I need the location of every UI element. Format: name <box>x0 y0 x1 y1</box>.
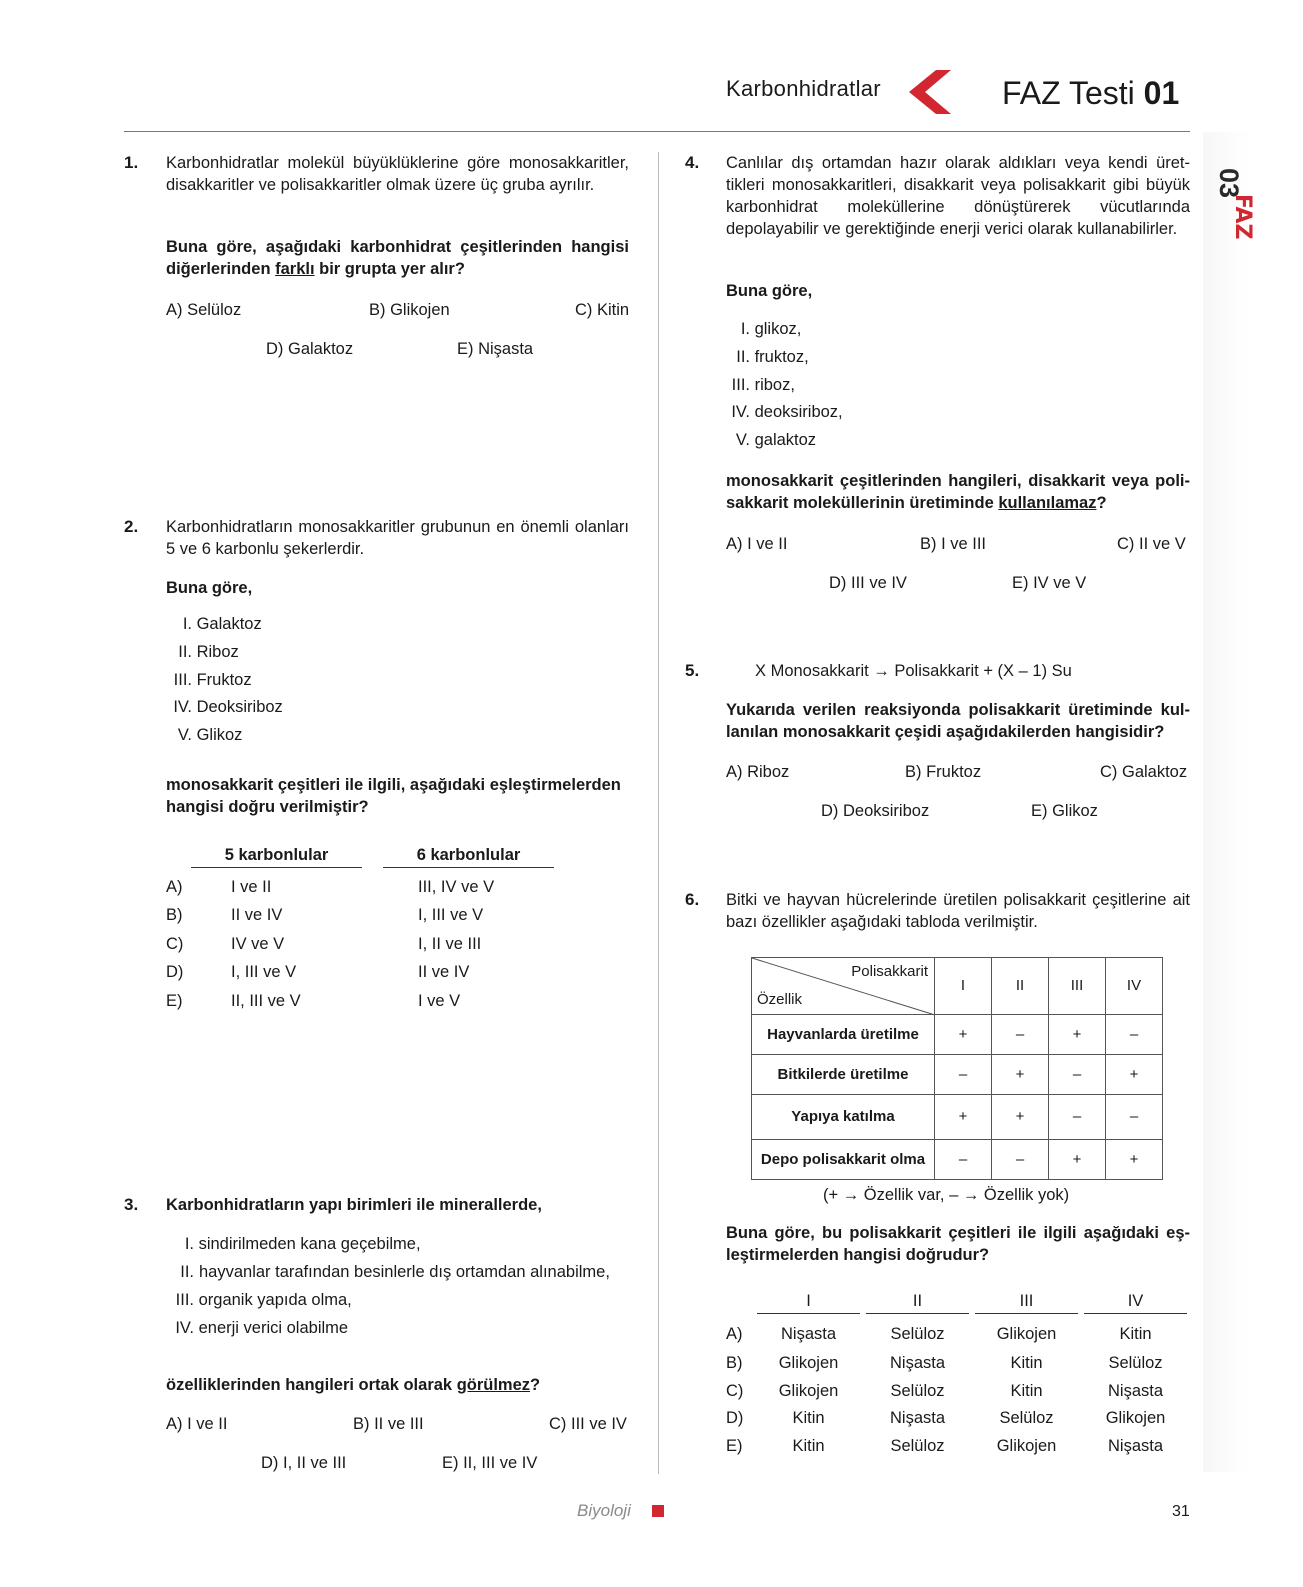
chapter-title: Karbonhidratlar <box>726 76 881 101</box>
header-divider <box>124 131 1190 132</box>
answer-option-c[interactable]: C) Galaktoz <box>1100 763 1188 781</box>
list-item: II. hayvanlar tarafından besinlerle dış ortamdan alınabilme, <box>180 1263 610 1281</box>
question-number: 6. <box>685 890 700 909</box>
list-item: III. organik yapıda olma, <box>175 1291 352 1309</box>
answer-option-b[interactable]: B) II ve III <box>353 1415 424 1433</box>
column-header: I <box>757 1290 860 1314</box>
question-lead: Buna göre, <box>726 282 813 300</box>
question-number: 2. <box>124 517 139 536</box>
list-item: V. Glikoz <box>177 726 243 745</box>
question-number: 5. <box>685 661 700 680</box>
statement-list <box>166 611 283 750</box>
column-divider <box>658 152 659 1474</box>
answer-option-c[interactable]: C) Kitin <box>575 301 630 319</box>
table-header-row <box>752 958 1163 1015</box>
answer-option-b[interactable]: B) I ve III <box>920 535 987 553</box>
list-item: V. galaktoz <box>735 431 817 450</box>
test-number: 01 <box>1143 75 1180 111</box>
list-item: I. glikoz, <box>740 320 802 338</box>
column-header: IV <box>1084 1290 1187 1314</box>
list-item: IV. enerji verici olabilme <box>175 1319 349 1337</box>
question-prompt: Buna göre, bu polisakkarit çeşitleri ile ilgili aşağıdaki eşleştirmelerden hangisi doğrudur? <box>726 1224 1190 1264</box>
question-number: 1. <box>124 153 139 172</box>
column-header: III <box>975 1290 1078 1314</box>
answer-option-a[interactable]: A) I ve II <box>166 1415 228 1433</box>
question-prompt: Yukarıda verilen reaksiyonda polisakkarit üretiminde kullanılan monosakkarit çeşidi aşağıdakilerden hangisidir? <box>726 701 1190 741</box>
test-title <box>1002 74 1179 112</box>
list-item: II. Riboz <box>178 642 239 661</box>
list-item: IV. deoksiriboz, <box>731 403 843 422</box>
column-header: II <box>866 1290 969 1314</box>
question-stem: Karbonhidratların monosakkaritler grubunun en önemli olanları 5 ve 6 karbonlu şekerlerdir. <box>166 518 629 558</box>
table-row: Yapıya katılma + + – – <box>752 1095 1163 1140</box>
property-table <box>751 957 1163 1180</box>
answer-option-d[interactable]: D) III ve IV <box>829 574 907 592</box>
answer-option-e[interactable]: E) II, III ve IV <box>442 1454 538 1472</box>
list-item: III. riboz, <box>731 375 795 394</box>
question-number: 4. <box>685 153 700 172</box>
footer-subject: Biyoloji <box>577 1501 631 1520</box>
reaction-equation: X Monosakkarit → Polisakkarit + (X – 1) Su <box>755 662 1072 680</box>
answer-option-d[interactable]: D) Deoksiriboz <box>821 802 930 820</box>
answer-option-d[interactable]: D) Galaktoz <box>266 340 354 358</box>
side-strip <box>1203 132 1250 1472</box>
list-item: III. Fruktoz <box>173 670 252 689</box>
column-header: II <box>992 958 1049 1015</box>
answer-option-a[interactable]: A) Selüloz <box>166 301 242 319</box>
list-item: I. Galaktoz <box>182 615 262 633</box>
column-header: 6 karbonlular <box>383 844 554 868</box>
answer-option-e[interactable]: E) IV ve V <box>1012 574 1087 592</box>
column-header: IV <box>1106 958 1163 1015</box>
chevron-left-icon <box>909 70 951 114</box>
answer-option-e[interactable]: E) Glikoz <box>1031 802 1098 820</box>
answer-option-e[interactable]: E) Nişasta <box>457 340 534 358</box>
question-number: 3. <box>124 1195 139 1214</box>
answer-option-c[interactable]: C) III ve IV <box>549 1415 627 1433</box>
question-lead: Karbonhidratların yapı birimleri ile minerallerde, <box>166 1196 542 1214</box>
answer-option-d[interactable]: D) I, II ve III <box>261 1454 347 1472</box>
answer-option-b[interactable]: B) Fruktoz <box>905 763 982 781</box>
question-prompt: monosakkarit çeşitlerinden hangileri, disakkarit veya polisakkarit moleküllerinin üretiminde kullanılamaz? <box>726 472 1190 512</box>
table-corner-cell: Polisakkarit Özellik <box>752 958 935 1015</box>
table-row: Bitkilerde üretilme – + – + <box>752 1055 1163 1095</box>
statement-list <box>726 316 843 455</box>
question-lead: Buna göre, <box>166 579 253 597</box>
list-item: II. fruktoz, <box>736 347 809 366</box>
question-prompt: Buna göre, aşağıdaki karbonhidrat çeşitlerinden hangisi diğerlerinden farklı bir grupta yer alır? <box>166 238 629 278</box>
test-label: FAZ Testi <box>1002 75 1135 111</box>
page-number: 31 <box>1172 1503 1190 1520</box>
side-tab-number: 03 <box>1214 167 1244 199</box>
table-row: Hayvanlarda üretilme + – + – <box>752 1015 1163 1055</box>
question-prompt: monosakkarit çeşitleri ile ilgili, aşağıdaki eşleştirmelerden hangisi doğru verilmiştir? <box>166 776 621 816</box>
statement-list <box>166 1233 629 1339</box>
list-item: I. sindirilmeden kana geçebilme, <box>184 1235 421 1253</box>
table-legend: (+ → Özellik var, – → Özellik yok) <box>823 1186 1070 1204</box>
answer-option-b[interactable]: B) Glikojen <box>369 301 450 319</box>
answer-option-a[interactable]: A) I ve II <box>726 535 788 553</box>
column-header: 5 karbonlular <box>191 844 362 868</box>
question-stem: Canlılar dış ortamdan hazır olarak aldıkları veya kendi ürettikleri monosakkaritleri, disakkarit veya polisakkarit gibi büyük karbonhidrat moleküllerine dönüştürerek vücutlarında depolayabilir ve gerektiğinde enerji verici olarak kullanabilirler. <box>726 154 1190 238</box>
column-header: I <box>935 958 992 1015</box>
table-row: Depo polisakkarit olma – – + + <box>752 1140 1163 1180</box>
list-item: IV. Deoksiriboz <box>173 698 283 717</box>
square-icon <box>652 1505 664 1517</box>
question-stem: Karbonhidratlar molekül büyüklüklerine göre monosakkaritler, disakkaritler ve polisakkaritler olmak üzere üç gruba ayrılır. <box>166 154 629 194</box>
answer-option-c[interactable]: C) II ve V <box>1117 535 1186 553</box>
side-tab-logo: FAZ <box>1230 194 1255 240</box>
question-prompt: özelliklerinden hangileri ortak olarak görülmez? <box>166 1376 541 1394</box>
question-stem: Bitki ve hayvan hücrelerinde üretilen polisakkarit çeşitlerine ait bazı özellikler aşağıdaki tabloda verilmiştir. <box>726 891 1190 931</box>
column-header: III <box>1049 958 1106 1015</box>
answer-option-a[interactable]: A) Riboz <box>726 763 790 781</box>
